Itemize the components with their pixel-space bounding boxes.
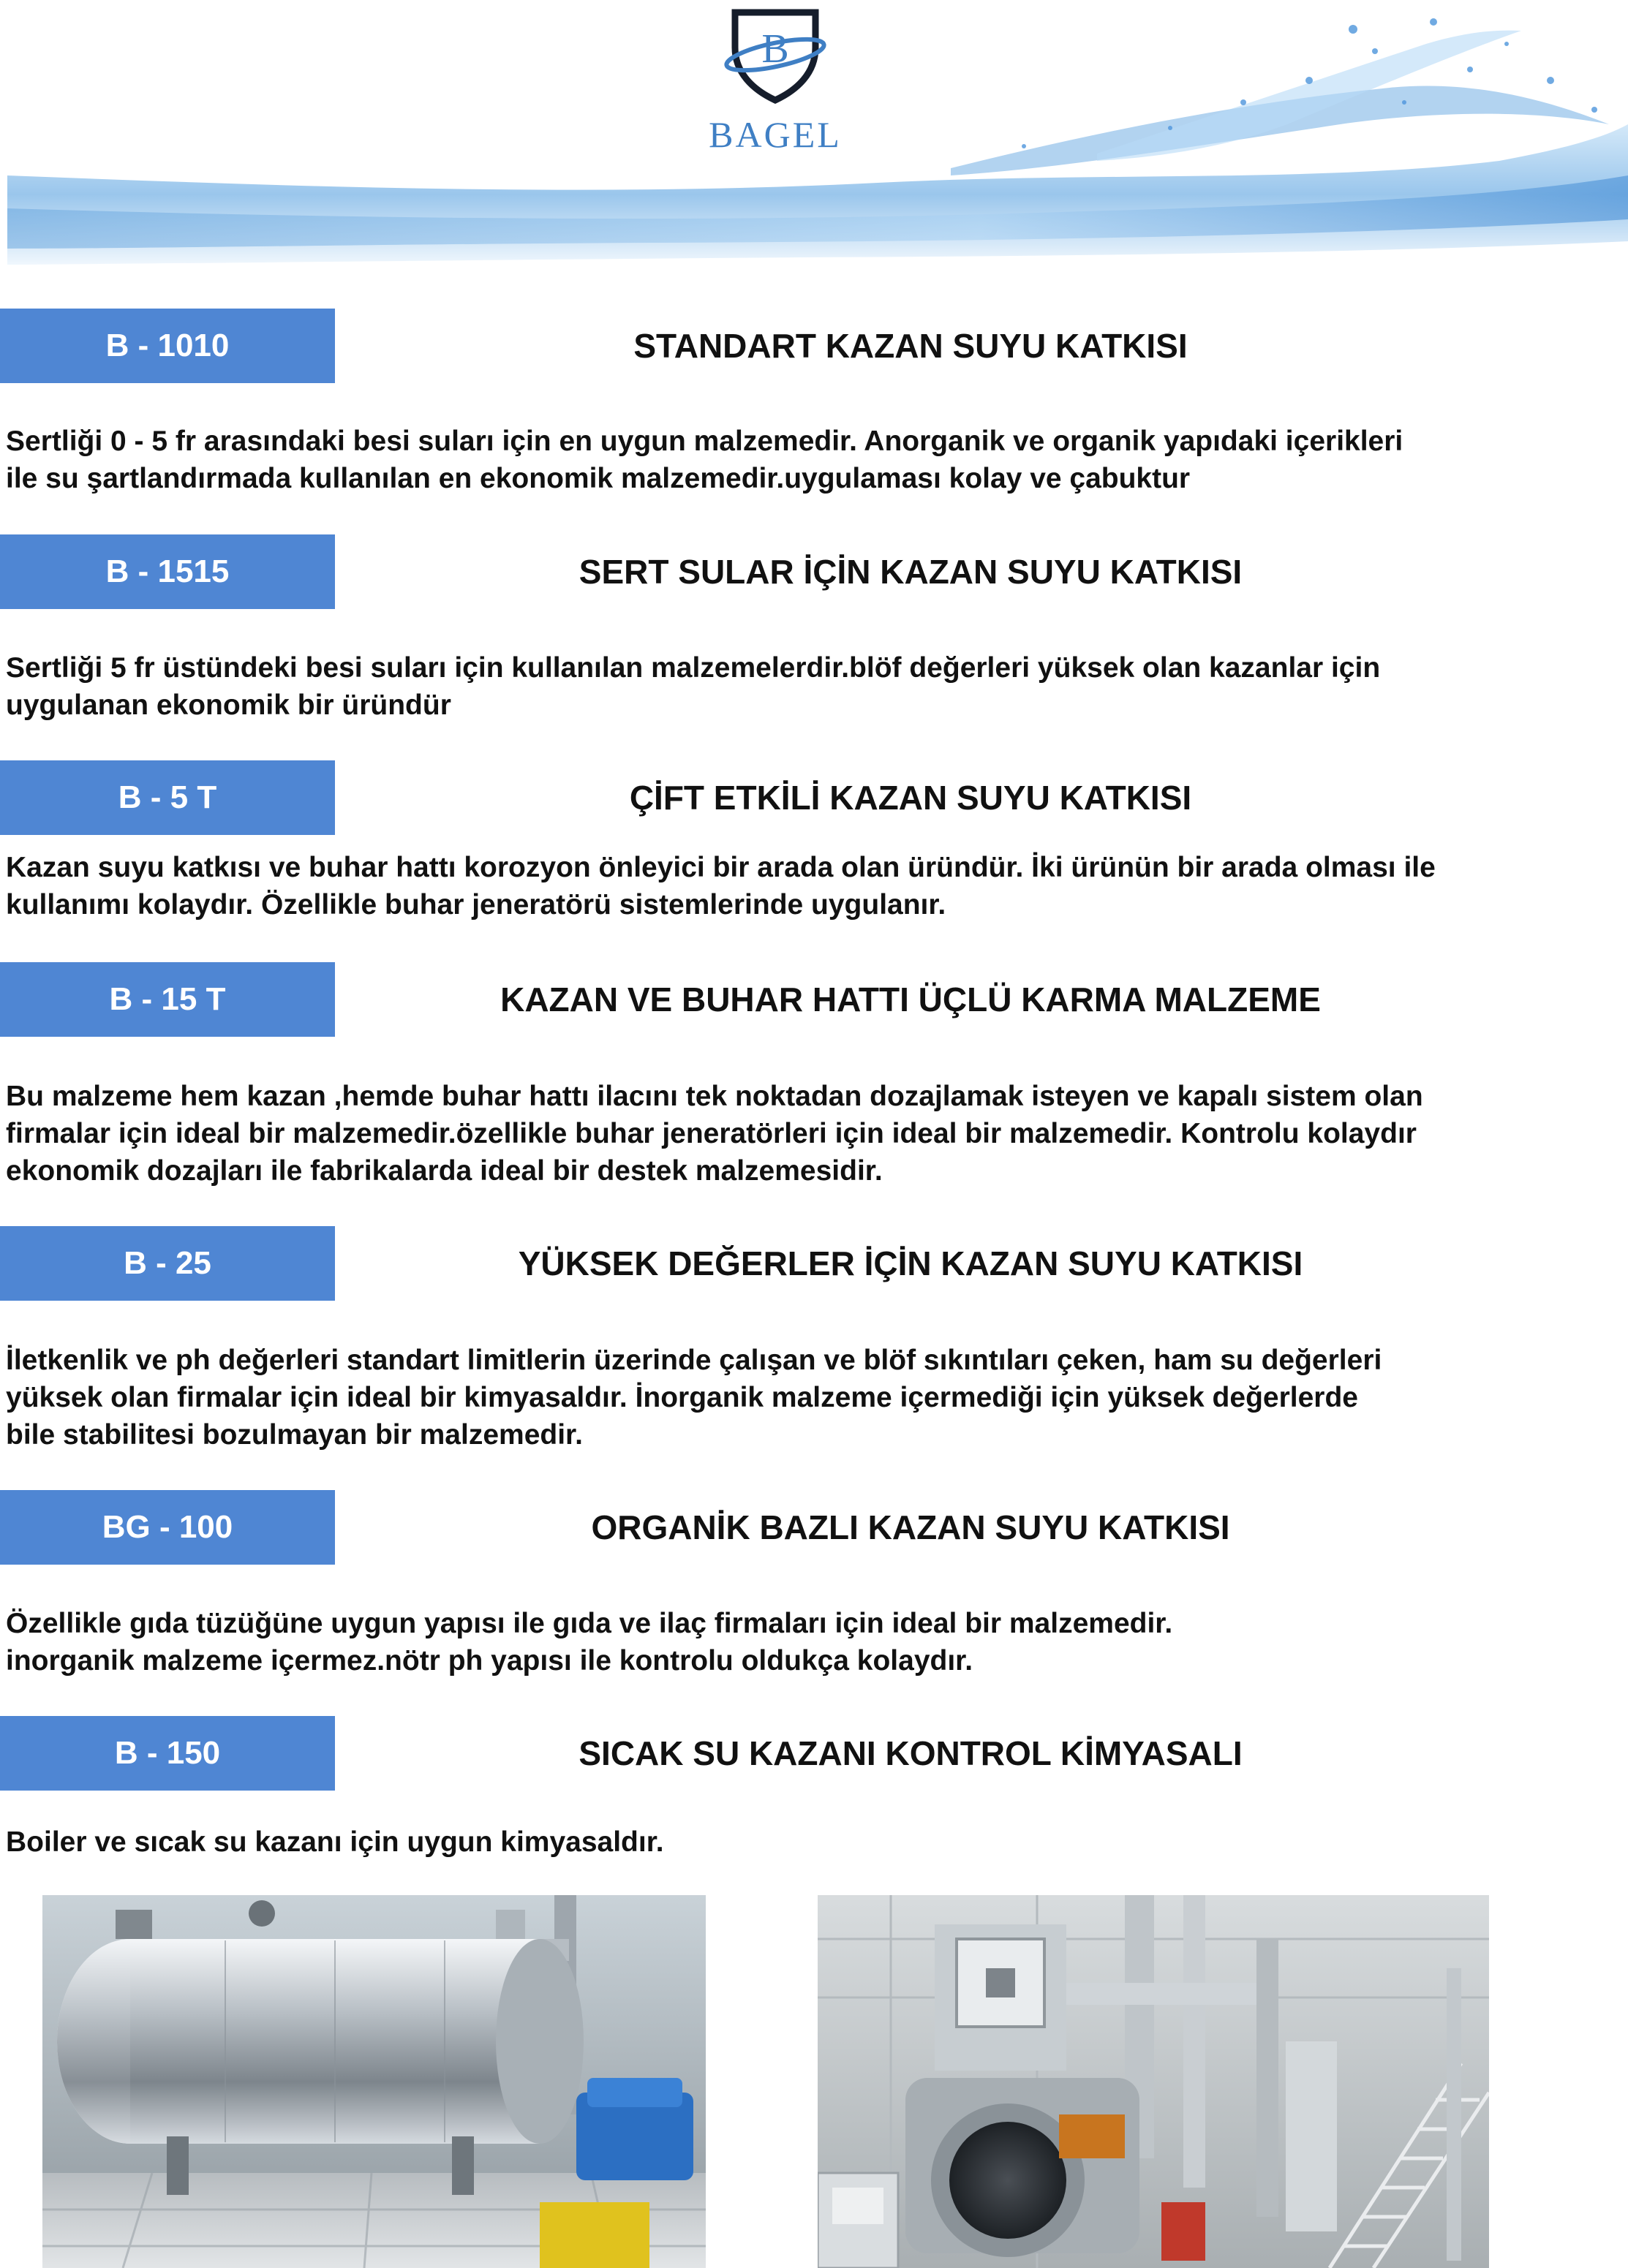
product-description: İletkenlik ve ph değerleri standart limitlerin üzerinde çalışan ve blöf sıkıntıları çeken, ham su değerleri yüksek olan firmalar için ideal bir kimyasaldır. İnorganik malzeme içermediği için yüksek değerlerde bile stabilitesi bozulmayan bir malzemedir. [6, 1345, 1382, 1451]
page-header [0, 0, 1628, 278]
product-code-badge: B - 25 [0, 1226, 335, 1301]
product-title: ORGANİK BAZLI KAZAN SUYU KATKISI [591, 1508, 1230, 1546]
boiler-tank-photo [42, 1895, 706, 2268]
product-description: Bu malzeme hem kazan ,hemde buhar hattı ilacını tek noktadan dozajlamak isteyen ve kapalı sistem olan firmalar için ideal bir malzemedir.özellikle buhar jeneratörleri için ideal bir malzemedir. Kontrolu kolaydır ekonomik dozajları ile fabrikalarda ideal bir destek malzemesidir. [6, 1081, 1423, 1187]
product-code-badge: B - 15 T [0, 962, 335, 1037]
product-title: KAZAN VE BUHAR HATTI ÜÇLÜ KARMA MALZEME [500, 980, 1321, 1018]
product-title: SERT SULAR İÇİN KAZAN SUYU KATKISI [579, 553, 1243, 591]
brand-name: BAGEL [709, 114, 842, 155]
product-title: YÜKSEK DEĞERLER İÇİN KAZAN SUYU KATKISI [518, 1244, 1303, 1282]
product-code-badge: B - 5 T [0, 760, 335, 835]
product-code-badge: B - 1515 [0, 534, 335, 609]
product-code-badge: B - 1010 [0, 309, 335, 383]
product-description: Kazan suyu katkısı ve buhar hattı korozyon önleyici bir arada olan üründür. İki ürünün bir arada olması ile kullanımı kolaydır. Özellikle buhar jeneratörü sistemlerinde uygulanır. [6, 852, 1436, 921]
product-description: Özellikle gıda tüzüğüne uygun yapısı ile gıda ve ilaç firmaları için ideal bir malzemedir. inorganik malzeme içermez.nötr ph yapısı ile kontrolu oldukça kolaydır. [6, 1608, 1173, 1677]
logo-letter: B [761, 26, 789, 72]
product-code-badge: B - 150 [0, 1716, 335, 1791]
product-title: STANDART KAZAN SUYU KATKISI [633, 327, 1188, 365]
product-code-badge: BG - 100 [0, 1490, 335, 1565]
product-description: Boiler ve sıcak su kazanı için uygun kimyasaldır. [6, 1826, 664, 1858]
product-description: Sertliği 5 fr üstündeki besi suları için kullanılan malzemelerdir.blöf değerleri yüksek olan kazanlar için uygulanan ekonomik bir üründür [6, 652, 1381, 721]
product-title: SICAK SU KAZANI KONTROL KİMYASALI [579, 1734, 1243, 1772]
shield-logo-icon [724, 4, 826, 106]
product-title: ÇİFT ETKİLİ KAZAN SUYU KATKISI [629, 779, 1192, 817]
product-description: Sertliği 0 - 5 fr arasındaki besi suları için en uygun malzemedir. Anorganik ve organik yapıdaki içerikleri ile su şartlandırmada kullanılan en ekonomik malzemedir.uygulaması kolay ve çabuktur [6, 426, 1403, 494]
steam-generator-photo [818, 1895, 1489, 2268]
